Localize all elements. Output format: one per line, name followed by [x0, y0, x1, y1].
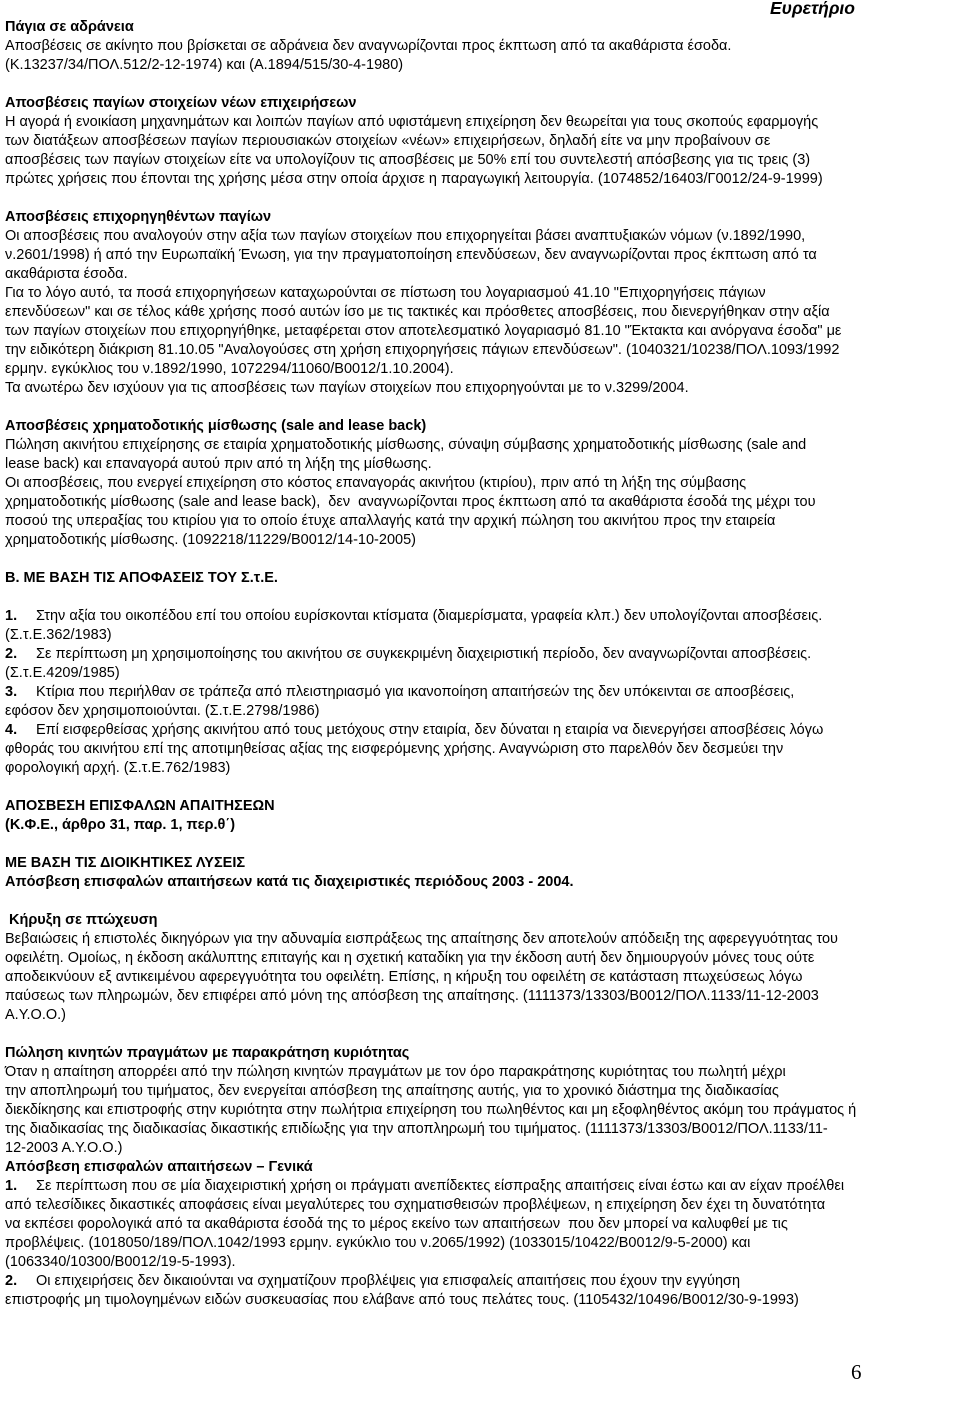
paragraph-line: Βεβαιώσεις ή επιστολές δικηγόρων για την αδυναμία εισπράξεως της απαίτησης δεν αποτελούν απόδειξη της αφερεγγυότητας του	[5, 931, 838, 947]
list-item-number: 1.	[5, 1178, 18, 1194]
paragraph-line: των διατάξεων αποσβέσεων παγίων περιουσιακών στοιχείων «νέων» επιχειρήσεων, δηλαδή είτε να μην προβαίνουν σε	[5, 133, 771, 149]
paragraph-line: χρηματοδοτικής μίσθωσης. (1092218/11229/Β0012/14-10-2005)	[5, 532, 416, 548]
paragraph-line: παύσεως των πληρωμών, δεν επιφέρει από μόνη της απόσβεση της απαίτησης. (1111373/13303/Β0012/ΠΟΛ.1133/11-12-2003	[5, 988, 819, 1004]
paragraph-line: lease back) και επαναγορά αυτού πριν από τη λήξη της μίσθωσης.	[5, 456, 432, 472]
section-heading: Κήρυξη σε πτώχευση	[9, 912, 158, 928]
page-number: 6	[851, 1360, 862, 1384]
spacer	[5, 398, 955, 417]
paragraph-line: ποσού της υπεραξίας του κτιρίου για το οποίο έτυχε απαλλαγής κατά την αρχική πώληση του ακινήτου προς την εταιρεία	[5, 513, 776, 529]
paragraph-line: ερμην. εγκύκλιος του ν.1892/1990, 1072294/11060/Β0012/1.10.2004).	[5, 361, 454, 377]
paragraph-line: επενδύσεων" και σε τέλος κάθε χρήσης ποσό αυτών ίσο με τις τακτικές και πρόσθετες αποσβέσεις, που διενεργήθηκαν στην αξία	[5, 304, 830, 320]
list-item-text: Οι επιχειρήσεις δεν δικαιούνται να σχηματίζουν προβλέψεις για επισφαλείς απαιτήσεις που έχουν την εγγύηση	[36, 1273, 741, 1289]
section-subsidized-assets	[5, 208, 955, 398]
spacer	[5, 588, 955, 607]
section-bad-debts	[5, 797, 955, 835]
section-retention-of-title	[5, 1044, 955, 1158]
list-item	[5, 1272, 955, 1310]
section-subheading: Απόσβεση επισφαλών απαιτήσεων κατά τις διαχειριστικές περιόδους 2003 - 2004.	[5, 874, 574, 890]
section-administrative-solutions	[5, 854, 955, 892]
section-general	[5, 1158, 955, 1310]
paragraph-line: Τα ανωτέρω δεν ισχύουν για τις αποσβέσεις των παγίων στοιχείων που επιχορηγούνται με το ν.3299/2004.	[5, 380, 689, 396]
list-item-line: προβλέψεις. (1018050/189/ΠΟΛ.1042/1993 ερμην. εγκύκλιο του ν.2065/1992) (1033015/10422/Β0012/9-5-2000) και	[5, 1235, 751, 1251]
list-item	[5, 721, 955, 778]
paragraph-line: Πώληση ακινήτου επιχείρησης σε εταιρία χρηματοδοτικής μίσθωσης, σύναψη σύμβασης χρηματοδοτικής μίσθωσης (sale and	[5, 437, 807, 453]
spacer	[5, 835, 955, 854]
section-heading: Πάγια σε αδράνεια	[5, 19, 134, 35]
paragraph-line: (Κ.13237/34/ΠΟΛ.512/2-12-1974) και (Α.1894/515/30-4-1980)	[5, 57, 404, 73]
list-item-line: να εκπέσει φορολογικά από τα ακαθάριστα έσοδά της το μέρος εκείνο των απαιτήσεων που δεν μπορεί να καλυφθεί με τις	[5, 1216, 788, 1232]
paragraph-line: Α.Υ.Ο.Ο.)	[5, 1007, 66, 1023]
paragraph-line: Για το λόγο αυτό, τα ποσά επιχορηγήσεων καταχωρούνται σε πίστωση του λογαριασμού 41.10 "Επιχορηγήσεις πάγιων	[5, 285, 766, 301]
list-item-number: 3.	[5, 684, 18, 700]
list-item-number: 1.	[5, 608, 18, 624]
section-heading: ΑΠΟΣΒΕΣΗ ΕΠΙΣΦΑΛΩΝ ΑΠΑΙΤΗΣΕΩΝ	[5, 798, 275, 814]
paragraph-line: των παγίων στοιχείων που επιχορηγήθηκε, μεταφέρεται στον αποτελεσματικό λογαριασμό 81.10 "Έκτακτα και ανόργανα έσοδα" με	[5, 323, 842, 339]
list-item	[5, 607, 955, 645]
paragraph-line: χρηματοδοτικής μίσθωσης (sale and lease back), δεν αναγνωρίζονται προς έκπτωση από τα ακαθάριστα έσοδά της μέχρι του	[5, 494, 816, 510]
paragraph-line: ακαθάριστα έσοδα.	[5, 266, 128, 282]
legal-reference: (Κ.Φ.Ε., άρθρο 31, παρ. 1, περ.θ΄)	[5, 817, 236, 833]
section-heading: ΜΕ ΒΑΣΗ ΤΙΣ ΔΙΟΙΚΗΤΙΚΕΣ ΛΥΣΕΙΣ	[5, 855, 246, 871]
section-heading: Απόσβεση επισφαλών απαιτήσεων – Γενικά	[5, 1159, 313, 1175]
paragraph-line: διεκδίκησης και επιστροφής στην κυριότητα στην πωλήτρια επιχείρηση του πωληθέντος και μη εξοφληθέντος ακόμη του πράγματος ή	[5, 1102, 857, 1118]
list-item-line: (1063340/10300/Β0012/19-5-1993).	[5, 1254, 236, 1270]
list-item-first-line	[5, 1177, 844, 1196]
list-item-first-line	[5, 645, 811, 664]
spacer	[5, 189, 955, 208]
spacer	[5, 892, 955, 911]
paragraph-line: Η αγορά ή ενοικίαση μηχανημάτων και λοιπών παγίων από υφιστάμενη επιχείρηση δεν θεωρείται για τους σκοπούς εφαρμογής	[5, 114, 819, 130]
list-item	[5, 1177, 955, 1272]
spacer	[5, 1025, 955, 1044]
list-item-line: φθοράς του ακινήτου επί της αποτιμηθείσας αξίας της εισφερόμενης χρήσης. Αναγνώριση στο παρελθόν δεν δεσμεύει την	[5, 741, 784, 757]
section-bankruptcy	[5, 911, 955, 1025]
list-item-line: (Σ.τ.Ε.362/1983)	[5, 627, 112, 643]
section-heading: Αποσβέσεις επιχορηγηθέντων παγίων	[5, 209, 272, 225]
list-item-first-line	[5, 683, 794, 702]
section-council-decisions	[5, 569, 955, 778]
list-item-line: φορολογική αρχή. (Σ.τ.Ε.762/1983)	[5, 760, 231, 776]
list-item-number: 2.	[5, 1273, 18, 1289]
section-idle-assets	[5, 18, 955, 75]
paragraph-line: της διαδικασίας της διαδικασίας δικαστικής επιδίωξης για την αποπληρωμή του τιμήματος. (1111373/13303/Β0012/ΠΟΛ.1133/11-	[5, 1121, 828, 1137]
list-item-first-line	[5, 1272, 740, 1291]
list-item-first-line	[5, 721, 823, 740]
list-item	[5, 683, 955, 721]
paragraph-line: ν.2601/1998) ή από την Ευρωπαϊκή Ένωση, για την πραγματοποίηση επενδύσεων, δεν αναγνωρίζονται προς έκπτωση από τα	[5, 247, 817, 263]
list-item	[5, 645, 955, 683]
paragraph-line: Οι αποσβέσεις που αναλογούν στην αξία των παγίων στοιχείων που επιχορηγείται βάσει αναπτυξιακών νόμων (ν.1892/1990,	[5, 228, 806, 244]
index-header-label: Ευρετήριο	[770, 0, 855, 18]
section-heading: Αποσβέσεις παγίων στοιχείων νέων επιχειρήσεων	[5, 95, 357, 111]
section-lease-back	[5, 417, 955, 550]
paragraph-line: οφειλέτη. Ομοίως, η έκδοση ακάλυπτης επιταγής και η σχετική καταδίκη για την έκδοση αυτή δεν δημιουργούν μόνες τους ούτε	[5, 950, 815, 966]
spacer	[5, 550, 955, 569]
paragraph-line: την αποπληρωμή του τιμήματος, δεν ενεργείται απόσβεση της απαίτησης αυτής, για το χρονικό διάστημα της διαδικασίας	[5, 1083, 779, 1099]
paragraph-line: Οι αποσβέσεις, που ενεργεί επιχείρηση στο κόστος επαναγοράς ακινήτου (κτιρίου), πριν από τη λήξη της σύμβασης	[5, 475, 747, 491]
paragraph-line: αποσβέσεις των παγίων στοιχείων είτε να υπολογίζουν τις αποσβέσεις με 50% επί του συντελεστή απόσβεσης για τις τρεις (3)	[5, 152, 811, 168]
list-item-text: Σε περίπτωση μη χρησιμοποίησης του ακινήτου σε συγκεκριμένη διαχειριστική περίοδο, δεν αναγνωρίζονται αποσβέσεις.	[36, 646, 812, 662]
paragraph-line: αποδεικνύουν εξ αντικειμένου αφερεγγυότητα του οφειλέτη. Επίσης, η κήρυξη του οφειλέτη σε κατάσταση πτωχεύσεως λόγω	[5, 969, 803, 985]
paragraph-line: την ειδικότερη διάκριση 81.10.05 "Αναλογούσες στη χρήση επιχορηγήσεις πάγιων επενδύσεων". (1040321/10238/ΠΟΛ.1093/1992	[5, 342, 840, 358]
section-heading: Β. ΜΕ ΒΑΣΗ ΤΙΣ ΑΠΟΦΑΣΕΙΣ ΤΟΥ Σ.τ.Ε.	[5, 570, 278, 586]
list-item-text: Κτίρια που περιήλθαν σε τράπεζα από πλειστηριασμό για ικανοποίηση απαιτήσεών της δεν υπόκεινται σε αποσβέσεις,	[36, 684, 795, 700]
spacer	[5, 75, 955, 94]
paragraph-line: Αποσβέσεις σε ακίνητο που βρίσκεται σε αδράνεια δεν αναγνωρίζονται προς έκπτωση από τα ακαθάριστα έσοδα.	[5, 38, 732, 54]
paragraph-line: 12-2003 Α.Υ.Ο.Ο.)	[5, 1140, 123, 1156]
list-item-line: εφόσον δεν χρησιμοποιούνται. (Σ.τ.Ε.2798/1986)	[5, 703, 320, 719]
list-item-text: Στην αξία του οικοπέδου επί του οποίου ευρίσκονται κτίσματα (διαμερίσματα, γραφεία κλπ.) δεν υπολογίζονται αποσβέσεις.	[36, 608, 823, 624]
paragraph-line: πρώτες χρήσεις που έπονται της χρήσης μέσα στην οποία άρχισε η παραγωγική λειτουργία. (1074852/16403/Γ0012/24-9-1999)	[5, 171, 823, 187]
paragraph-line: Όταν η απαίτηση απορρέει από την πώληση κινητών πραγμάτων με τον όρο παρακράτησης κυριότητας του πωλητή μέχρι	[5, 1064, 786, 1080]
list-item-text: Επί εισφερθείσας χρήσης ακινήτου από τους μετόχους στην εταιρία, δεν δύναται η εταιρία να διενεργήσει αποσβέσεις λόγω	[36, 722, 824, 738]
list-item-number: 2.	[5, 646, 18, 662]
list-item-number: 4.	[5, 722, 18, 738]
list-item-line: επιστροφής μη τιμολογημένων ειδών συσκευασίας που ελάβανε από τους πελάτες τους. (1105432/10496/Β0012/30-9-1993)	[5, 1292, 799, 1308]
list-item-line: (Σ.τ.Ε.4209/1985)	[5, 665, 120, 681]
document-body	[5, 18, 955, 1310]
spacer	[5, 778, 955, 797]
list-item-first-line	[5, 607, 822, 626]
list-item-line: από τελεσίδικες δικαστικές αποφάσεις είναι μεγαλύτερες του σχηματισθεισών προβλέψεων, η επιχείρηση δεν έχει τη δυνατότητα	[5, 1197, 826, 1213]
section-new-businesses	[5, 94, 955, 189]
section-heading: Πώληση κινητών πραγμάτων με παρακράτηση κυριότητας	[5, 1045, 410, 1061]
section-heading: Αποσβέσεις χρηματοδοτικής μίσθωσης (sale and lease back)	[5, 418, 427, 434]
list-item-text: Σε περίπτωση που σε μία διαχειριστική χρήση οι πράγματι ανεπίδεκτες είσπραξης απαιτήσεις είναι έστω και αν είχαν προέλθει	[36, 1178, 845, 1194]
